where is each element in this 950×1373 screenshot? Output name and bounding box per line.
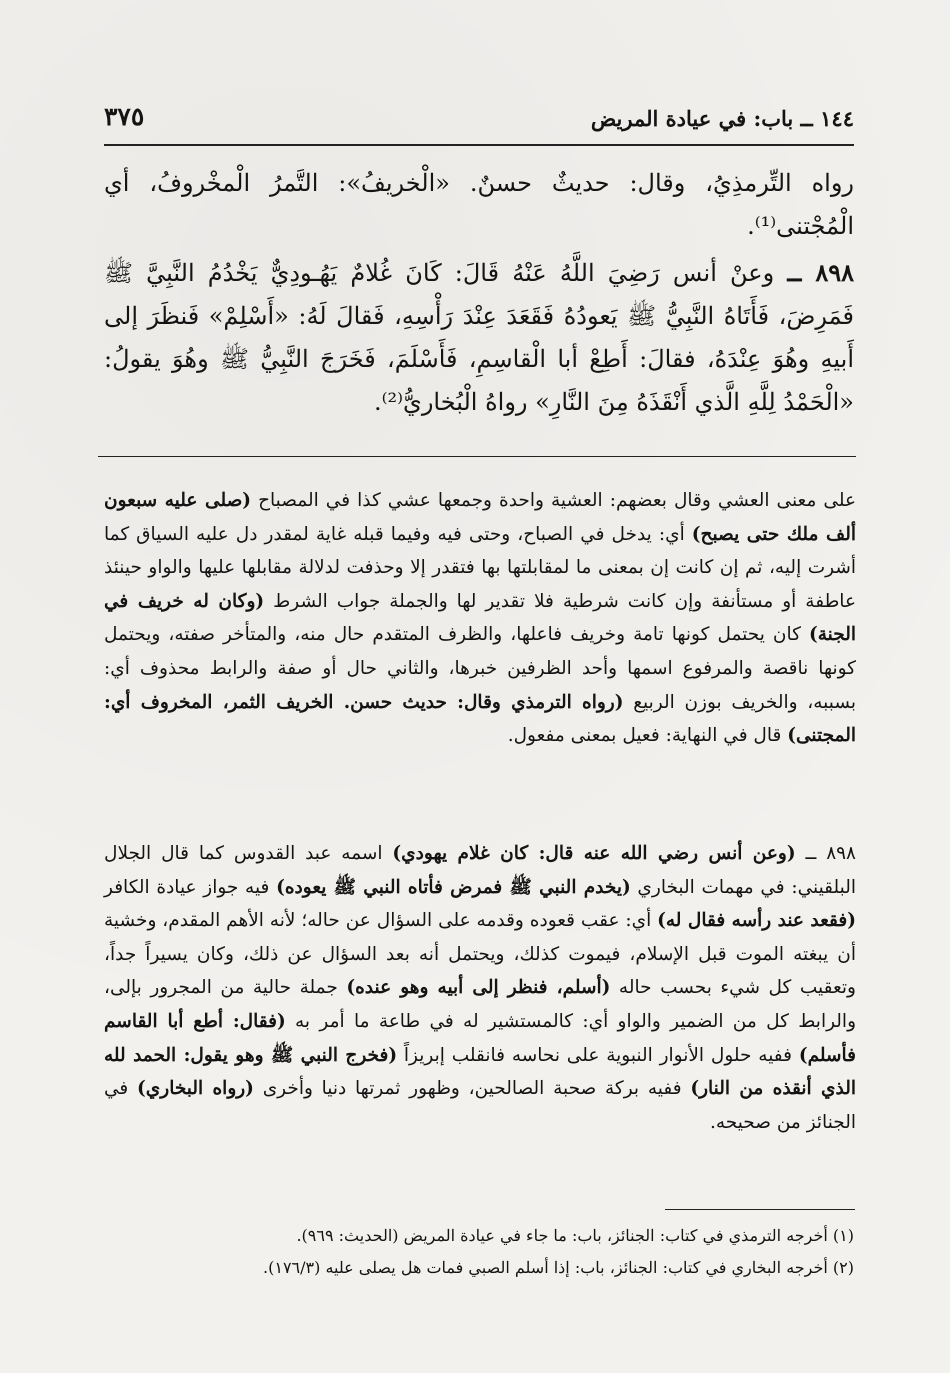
- footnote-divider: [665, 1209, 855, 1210]
- quoted-hadith: (فقال: أطع أبا القاسم فأسلم): [104, 1010, 856, 1066]
- chapter-title: ١٤٤ ــ باب: في عيادة المريض: [590, 106, 854, 131]
- commentary-text: ففيه حلول الأنوار النبوية على نحاسه فانقلب إبريزاً: [397, 1044, 799, 1066]
- commentary-paragraph-2: [104, 837, 856, 1139]
- hadith-continuation: رواه التِّرمذِيُ، وقال: حديثٌ حسنٌ. «الْخريفُ»: التَّمرُ الْمخْروفُ، أي الْمُجْتنى⁽¹⁾.: [104, 169, 854, 240]
- hadith-number: ٨٩٨ ــ: [787, 258, 855, 287]
- quoted-hadith: (رواه الترمذي وقال: حديث حسن. الخريف الثمر، المخروف أي: المجتنى): [104, 691, 856, 747]
- commentary-text: فيه جواز عيادة الكافر: [104, 876, 277, 898]
- commentary-text: جملة حالية من المجرور بإلى، والرابط كل من الضمير والواو أي: كالمستشير له في طاعة ما أمر به: [104, 977, 857, 1032]
- quoted-hadith: (فقعد عند رأسه فقال له): [657, 910, 856, 932]
- commentary-text: على معنى العشي وقال بعضهم: العشية واحدة وجمعها عشي كذا في المصباح: [251, 490, 856, 511]
- commentary-text: في الجنائز من صحيحه.: [104, 1078, 856, 1133]
- commentary-text: أي: يدخل في الصباح، وحتى فيه وفيما قبله غاية لمقدر دل عليه السياق كما أشرت إليه، ثم إن كانت إن بمعنى ما لمقابلتها بها فتقدر إلا وحذفت لدلالة مقابلها عليها والواو حينئذ عاطفة أو مستأنفة وإن كانت شرطية فلا تقدير لها والجملة جواب الشرط: [104, 523, 856, 612]
- quoted-hadith: (وكان له خريف في الجنة): [104, 590, 856, 646]
- footnote-1: (١) أخرجه الترمذي في كتاب: الجنائز، باب: ما جاء في عيادة المريض (الحديث: ٩٦٩).: [296, 1226, 854, 1245]
- quoted-hadith: (صلى عليه سبعون ألف ملك حتى يصبح): [104, 490, 856, 545]
- commentary-text: قال في النهاية: فعيل بمعنى مفعول.: [507, 725, 788, 747]
- commentary-divider: [98, 456, 856, 457]
- quoted-hadith: (يخدم النبي ﷺ فمرض فأتاه النبي ﷺ يعوده): [276, 876, 631, 898]
- commentary-number: ٨٩٨ ــ: [795, 843, 856, 864]
- footnotes: [104, 1220, 854, 1284]
- commentary-text: كان يحتمل كونها تامة وخريف فاعلها، والظرف المتقدم حال منه، والمتأخر صفته، ويحتمل كونها ناقصة والمرفوع اسمها وأحد الظرفين خبرها، والثاني حال أو صفة والرابط محذوف أي: بسببه، والخريف بوزن الربيع: [104, 624, 856, 713]
- quoted-hadith: (وعن أنس رضي الله عنه قال: كان غلام يهودي): [392, 843, 796, 864]
- page-header: [104, 96, 854, 140]
- header-divider: [104, 144, 854, 146]
- commentary-text: أي: عقب قعوده وقدمه على السؤال عن حاله؛ لأنه الأهم المقدم، وخشية أن يبغته الموت قبل الإسلام، فيموت كذلك، ويحتمل أنه بعد السؤال عن ذلك، وكان يسيراً جداً، وتعقيب كل شيء بحسب حاله: [104, 910, 856, 999]
- commentary-text: اسمه عبد القدوس كما قال الجلال البلقيني: في مهمات البخاري: [104, 843, 856, 898]
- quoted-hadith: (فخرج النبي ﷺ وهو يقول: الحمد لله الذي أنقذه من النار): [104, 1044, 856, 1100]
- commentary-text: ففيه بركة صحبة الصالحين، وظهور ثمرتها دنيا وأخرى: [253, 1078, 691, 1100]
- hadith-898: [104, 251, 854, 424]
- page-number: ٣٧٥: [104, 102, 145, 131]
- footnote-2: (٢) أخرجه البخاري في كتاب: الجنائز، باب: إذا أسلم الصبي فمات هل يصلى عليه (١٧٦/٣).: [263, 1258, 854, 1277]
- hadith-text: وعنْ أنس رَضِيَ اللَّهُ عَنْهُ قَالَ: كَانَ غُلامٌ يَهُـودِيٌّ يَخْدُمُ النَّبِيَّ ﷺ فَمَرِضَ، فَأَتَاهُ النَّبِيُّ ﷺ يَعودُهُ فَقَعَدَ عِنْدَ رَأْسِهِ، فَقالَ لَهُ: «أَسْلِمْ» فَنظَرَ إلى أَبيهِ وهُوَ عِنْدَهُ، فقالَ: أَطِعْ أبا الْقاسِمِ، فَأَسْلَمَ، فَخَرَجَ النَّبِيُّ ﷺ وهُوَ يقولُ: «الْحَمْدُ لِلَّهِ الَّذي أَنْقَذَهُ مِنَ النَّارِ» رواهُ الْبُخاريُّ⁽²⁾.: [104, 259, 854, 416]
- quoted-hadith: (أسلم، فنظر إلى أبيه وهو عنده): [346, 977, 611, 999]
- commentary-paragraph-1: [104, 484, 856, 753]
- quoted-hadith: (رواه البخاري): [137, 1078, 254, 1100]
